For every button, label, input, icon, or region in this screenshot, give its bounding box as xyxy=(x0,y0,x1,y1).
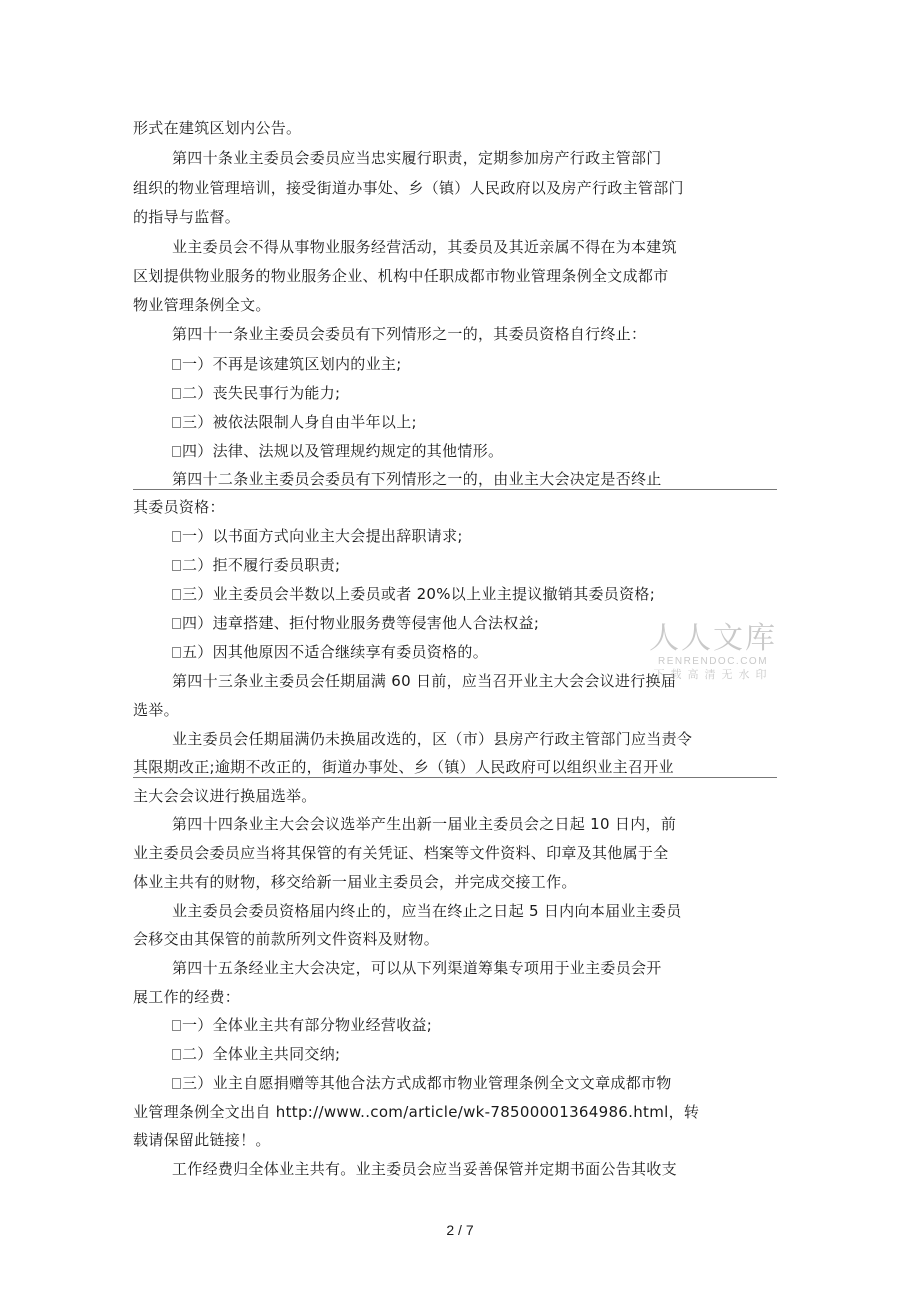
list-item: 一）以书面方式向业主大会提出辞职请求; xyxy=(172,526,463,546)
paragraph: 业主委员会不得从事物业服务经营活动，其委员及其近亲属不得在为本建筑 xyxy=(172,238,677,256)
checkbox-glyph-icon xyxy=(172,1078,181,1089)
text-line: 会移交由其保管的前款所列文件资料及财物。 xyxy=(133,930,440,948)
list-item: 一）不再是该建筑区划内的业主; xyxy=(172,354,402,374)
checkbox-glyph-icon xyxy=(172,359,181,370)
paragraph: 工作经费归全体业主共有。业主委员会应当妥善保管并定期书面公告其收支 xyxy=(172,1160,677,1178)
text-line: 选举。 xyxy=(133,701,179,719)
checkbox-glyph-icon xyxy=(172,1020,181,1031)
paragraph-article-44: 第四十四条业主大会会议选举产生出新一届业主委员会之日起 10 日内，前 xyxy=(172,815,677,833)
paragraph: 业主委员会委员资格届内终止的，应当在终止之日起 5 日内向本届业主委员 xyxy=(172,902,682,920)
paragraph-article-40: 第四十条业主委员会委员应当忠实履行职责，定期参加房产行政主管部门 xyxy=(172,149,662,167)
divider-line xyxy=(133,777,777,778)
paragraph: 业主委员会任期届满仍未换届改选的，区（市）县房产行政主管部门应当责令 xyxy=(172,730,693,748)
list-item: 三）业主委员会半数以上委员或者 20%以上业主提议撤销其委员资格; xyxy=(172,584,655,604)
text-line: 主大会会议进行换届选举。 xyxy=(133,787,317,805)
paragraph-article-45: 第四十五条经业主大会决定，可以从下列渠道筹集专项用于业主委员会开 xyxy=(172,959,662,977)
list-item: 四）违章搭建、拒付物业服务费等侵害他人合法权益; xyxy=(172,613,539,633)
list-item: 二）拒不履行委员职责; xyxy=(172,555,340,575)
checkbox-glyph-icon xyxy=(172,560,181,571)
checkbox-glyph-icon xyxy=(172,417,181,428)
text-line: 物业管理条例全文。 xyxy=(133,296,271,314)
checkbox-glyph-icon xyxy=(172,1049,181,1060)
text-line: 组织的物业管理培训，接受街道办事处、乡（镇）人民政府以及房产行政主管部门 xyxy=(133,179,684,197)
list-item: 二）丧失民事行为能力; xyxy=(172,383,340,403)
checkbox-glyph-icon xyxy=(172,446,181,457)
text-line: 体业主共有的财物，移交给新一届业主委员会，并完成交接工作。 xyxy=(133,873,577,891)
text-line: 的指导与监督。 xyxy=(133,208,241,226)
text-line: 展工作的经费： xyxy=(133,988,241,1006)
paragraph-article-42: 第四十二条业主委员会委员有下列情形之一的，由业主大会决定是否终止 xyxy=(172,470,662,488)
list-item: 五）因其他原因不适合继续享有委员资格的。 xyxy=(172,642,488,662)
text-line: 区划提供物业服务的物业服务企业、机构中任职成都市物业管理条例全文成都市 xyxy=(133,267,669,285)
list-item: 三）被依法限制人身自由半年以上; xyxy=(172,412,417,432)
text-line: 其限期改正;逾期不改正的，街道办事处、乡（镇）人民政府可以组织业主召开业 xyxy=(133,758,674,776)
list-item: 三）业主自愿捐赠等其他合法方式成都市物业管理条例全文文章成都市物 xyxy=(172,1073,672,1093)
list-item: 一）全体业主共有部分物业经营收益; xyxy=(172,1015,432,1035)
divider-line xyxy=(133,489,777,490)
watermark-url: RENRENDOC.COM xyxy=(657,656,769,667)
checkbox-glyph-icon xyxy=(172,531,181,542)
watermark-subtitle: 下载高清无水印 xyxy=(653,668,773,681)
list-item: 二）全体业主共同交纳; xyxy=(172,1044,340,1064)
text-line: 业管理条例全文出自 http://www..com/article/wk-78500001364986.html，转 xyxy=(133,1103,700,1121)
checkbox-glyph-icon xyxy=(172,618,181,629)
paragraph-article-41: 第四十一条业主委员会委员有下列情形之一的，其委员资格自行终止： xyxy=(172,325,647,343)
watermark-title: 人人文库 xyxy=(649,621,777,656)
text-line: 其委员资格： xyxy=(133,498,225,516)
text-line: 载请保留此链接！。 xyxy=(133,1131,271,1149)
checkbox-glyph-icon xyxy=(172,388,181,399)
watermark-logo xyxy=(648,622,778,682)
page-number: 2 / 7 xyxy=(446,1222,474,1238)
checkbox-glyph-icon xyxy=(172,647,181,658)
checkbox-glyph-icon xyxy=(172,589,181,600)
text-line: 形式在建筑区划内公告。 xyxy=(133,119,302,137)
text-line: 业主委员会委员应当将其保管的有关凭证、档案等文件资料、印章及其他属于全 xyxy=(133,844,669,862)
list-item: 四）法律、法规以及管理规约规定的其他情形。 xyxy=(172,441,503,461)
paragraph-article-43: 第四十三条业主委员会任期届满 60 日前，应当召开业主大会会议进行换届 xyxy=(172,672,677,690)
